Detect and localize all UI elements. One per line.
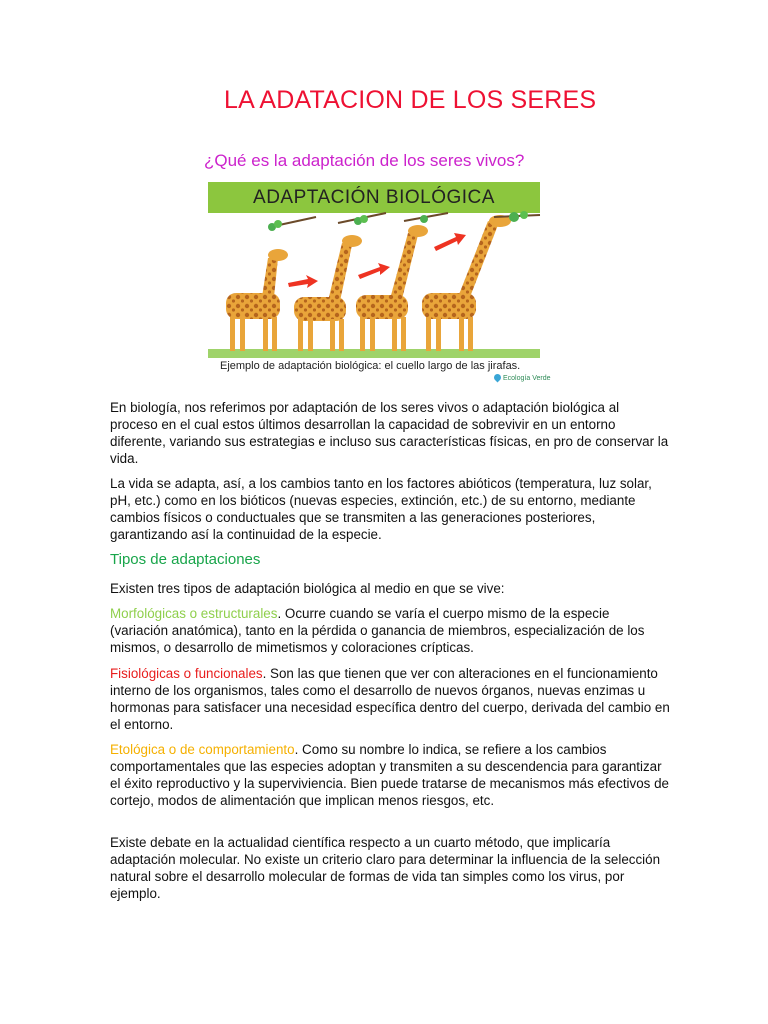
- paragraph-type-physiological: [110, 665, 670, 733]
- term-morphological: Morfológicas o estructurales: [110, 606, 278, 621]
- document-subtitle: ¿Qué es la adaptación de los seres vivos?: [204, 151, 525, 170]
- giraffe-3: [356, 225, 428, 351]
- water-drop-icon: [493, 373, 503, 383]
- paragraph-type-morphological: [110, 605, 670, 656]
- paragraph-intro: En biología, nos referimos por adaptación de los seres vivos o adaptación biológica al proceso en el cual estos últimos desarrollan la capacidad de sobrevivir en un entorno diferente, variando sus estrategias e incluso sus características físicas, en pro de conservar la vida.: [110, 400, 669, 466]
- logo-text-1: Ecología: [503, 375, 531, 382]
- giraffe-illustration: [208, 213, 540, 358]
- type-ethological-text: . Como su nombre lo indica, se refiere a los cambios comportamentales que las especies adoptan y transmiten a su descendencia para garantizar el éxito reproductivo y la superviviencia. Bien puede tratarse de mecanismos más efectivos de cortejo, modos de alimentación que implican menos riesgos, etc.: [110, 742, 669, 808]
- giraffe-2: [294, 235, 362, 351]
- logo-text-2: Verde: [532, 375, 551, 382]
- type-morphological-text: . Ocurre cuando se varía el cuerpo mismo de la especie (variación anatómica), tanto en la pérdida o ganancia de miembros, especialización de los mismos, o desarrollo de mimetismos y coloraciones crípticas.: [110, 606, 645, 655]
- type-physiological-text: . Son las que tienen que ver con alteraciones en el funcionamiento interno de los organismos, tales como el desarrollo de nuevos órganos, nuevas enzimas u hormonas para satisfacer una necesidad específica dentro del cuerpo, derivada del cambio en el entorno.: [110, 666, 670, 732]
- paragraph-second: La vida se adapta, así, a los cambios tanto en los factores abióticos (temperatura, luz solar, pH, etc.) como en los bióticos (nuevas especies, extinción, etc.) de su entorno, mediante cambios físicos o conductuales que se transmiten a las generaciones posteriores, garantizando así la continuidad de la especie.: [110, 476, 652, 542]
- section-heading-types: Tipos de adaptaciones: [110, 551, 261, 568]
- paragraph-closing: Existe debate en la actualidad científica respecto a un cuarto método, que implicaría adaptación molecular. No existe un criterio claro para determinar la influencia de la selección natural sobre el desarrollo molecular de formas de vida tan simples como los virus, por ejemplo.: [110, 835, 661, 901]
- paragraph-type-ethological: [110, 741, 670, 809]
- document-title: LA ADATACION DE LOS SERES: [224, 86, 597, 114]
- term-ethological: Etológica o de comportamiento: [110, 742, 295, 757]
- paragraph-types-intro: Existen tres tipos de adaptación biológica al medio en que se vive:: [110, 581, 505, 596]
- giraffe-adaptation-figure: [208, 182, 551, 388]
- giraffe-1: [226, 249, 288, 351]
- giraffe-4: [422, 215, 511, 351]
- figure-banner: ADAPTACIÓN BIOLÓGICA: [208, 182, 540, 213]
- ecologia-verde-logo: [494, 374, 551, 382]
- term-physiological: Fisiológicas o funcionales: [110, 666, 263, 681]
- figure-caption: Ejemplo de adaptación biológica: el cuello largo de las jirafas.: [220, 360, 521, 372]
